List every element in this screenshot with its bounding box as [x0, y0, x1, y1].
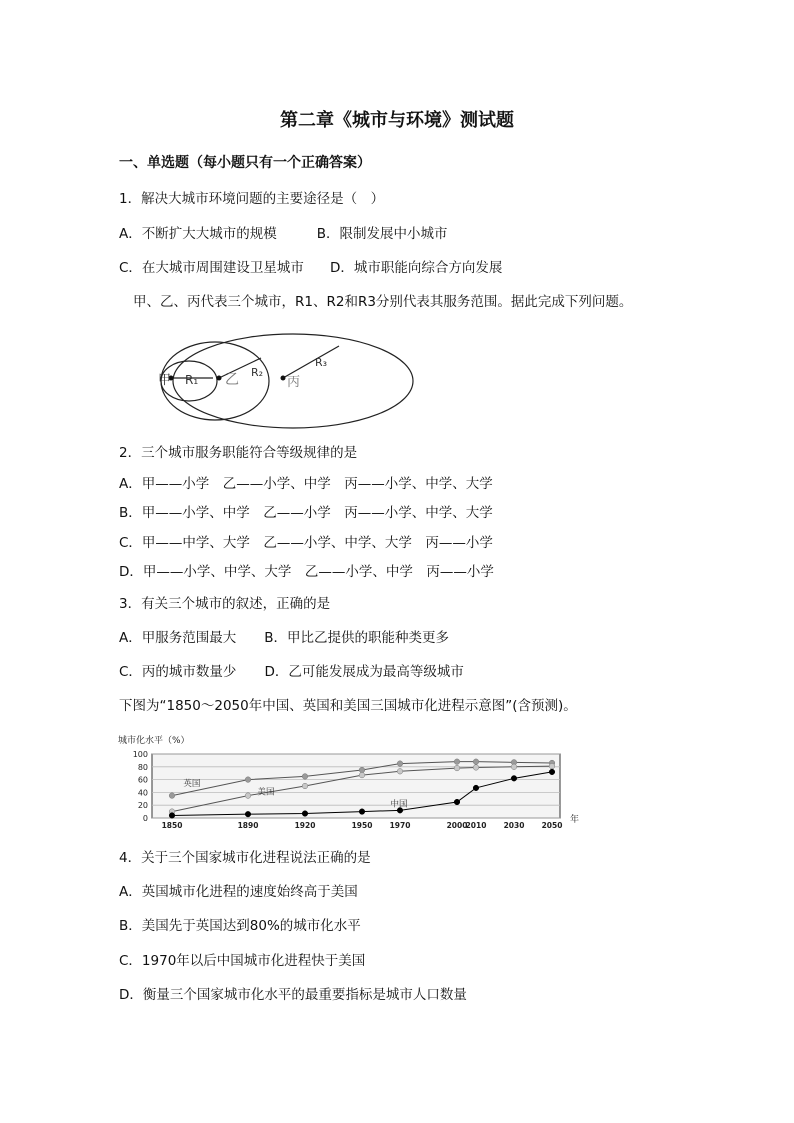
series-label: 英国 — [183, 779, 201, 789]
data-point — [245, 793, 251, 799]
question-3-options-ab — [119, 629, 449, 647]
x-tick-label: 1950 — [351, 821, 373, 830]
q3-option-d: D．乙可能发展成为最高等级城市 — [264, 664, 464, 680]
label-r3: R₃ — [315, 356, 328, 369]
series-label: 美国 — [257, 787, 275, 798]
data-point — [397, 761, 403, 767]
section-heading: 一、单选题（每小题只有一个正确答案） — [119, 155, 371, 171]
x-tick-label: 1850 — [161, 821, 183, 830]
question-4-stem: 4．关于三个国家城市化进程说法正确的是 — [119, 850, 371, 866]
label-r1: R₁ — [185, 373, 199, 387]
x-tick-label: 2000 — [446, 821, 468, 830]
y-tick-label: 20 — [137, 801, 148, 811]
data-point — [511, 776, 517, 782]
data-point — [454, 765, 460, 771]
data-point — [245, 777, 251, 783]
q4-option-b: B．美国先于英国达到80%的城市化水平 — [119, 918, 361, 934]
q3-option-b: B．甲比乙提供的职能种类更多 — [264, 630, 450, 646]
label-r2: R₂ — [251, 366, 264, 379]
data-point — [454, 799, 460, 805]
question-1-options-ab — [119, 225, 448, 243]
series-label: 中国 — [390, 799, 408, 810]
q1-option-b: B．限制发展中小城市 — [316, 226, 448, 242]
radius-r3-line — [283, 346, 339, 378]
y-tick-label: 80 — [137, 762, 148, 772]
question-3-stem: 3．有关三个城市的叙述，正确的是 — [119, 596, 331, 612]
q3-option-a: A．甲服务范围最大 — [119, 630, 237, 646]
y-tick-label: 100 — [132, 750, 148, 759]
x-tick-label: 1970 — [389, 821, 411, 830]
data-point — [473, 759, 479, 765]
x-axis-label: 年 — [570, 815, 580, 825]
circle-r2 — [161, 342, 269, 420]
urbanization-chart — [112, 732, 592, 832]
data-point — [359, 767, 365, 773]
x-tick-label: 1890 — [237, 821, 259, 830]
city-yi-dot — [217, 376, 222, 381]
label-jia: 甲 — [158, 373, 172, 388]
label-bing: 丙 — [287, 375, 301, 390]
intro-text-2: 下图为“1850～2050年中国、英国和美国三国城市化进程示意图”(含预测)。 — [119, 698, 577, 714]
data-point — [169, 793, 175, 799]
q2-option-b: B．甲——小学、中学 乙——小学 丙——小学、中学、大学 — [119, 505, 493, 521]
data-point — [549, 763, 555, 769]
label-yi: 乙 — [225, 372, 239, 388]
q1-option-c: C．在大城市周围建设卫星城市 — [119, 260, 304, 276]
q2-option-d: D．甲——小学、中学、大学 乙——小学、中学 丙——小学 — [119, 564, 494, 580]
question-3-options-cd — [119, 663, 464, 681]
data-point — [511, 764, 517, 770]
x-tick-label: 2010 — [465, 821, 487, 830]
data-point — [169, 813, 175, 819]
y-axis-label: 城市化水平（%） — [118, 736, 190, 746]
question-2-stem: 2．三个城市服务职能符合等级规律的是 — [119, 445, 358, 461]
q1-option-d: D．城市职能向综合方向发展 — [329, 260, 503, 276]
intro-text-1: 甲、乙、丙代表三个城市，R1、R2和R3分别代表其服务范围。据此完成下列问题。 — [133, 294, 633, 310]
service-range-diagram — [155, 332, 415, 432]
y-tick-label: 60 — [137, 775, 148, 785]
x-tick-label: 1920 — [294, 821, 316, 830]
data-point — [473, 765, 479, 771]
question-1-options-cd — [119, 259, 502, 277]
x-tick-label: 2030 — [503, 821, 525, 830]
q2-option-c: C．甲——中学、大学 乙——小学、中学、大学 丙——小学 — [119, 535, 493, 551]
data-point — [359, 772, 365, 778]
data-point — [245, 811, 251, 817]
data-point — [302, 774, 308, 780]
q4-option-c: C．1970年以后中国城市化进程快于美国 — [119, 953, 366, 969]
plot-area — [152, 754, 560, 818]
data-point — [473, 785, 479, 791]
y-tick-label: 0 — [142, 814, 148, 823]
q4-option-a: A．英国城市化进程的速度始终高于美国 — [119, 884, 358, 900]
q4-option-d: D．衡量三个国家城市化水平的最重要指标是城市人口数量 — [119, 987, 467, 1003]
data-point — [359, 809, 365, 815]
data-point — [454, 759, 460, 765]
data-point — [549, 769, 555, 775]
y-tick-label: 40 — [137, 788, 148, 798]
question-1-stem: 1．解决大城市环境问题的主要途径是（ ） — [119, 191, 385, 207]
data-point — [397, 768, 403, 774]
x-tick-label: 2050 — [541, 821, 563, 830]
q3-option-c: C．丙的城市数量少 — [119, 664, 237, 680]
q1-option-a: A．不断扩大大城市的规模 — [119, 226, 277, 242]
city-bing-dot — [281, 376, 286, 381]
data-point — [302, 783, 308, 789]
data-point — [302, 811, 308, 817]
q2-option-a: A．甲——小学 乙——小学、中学 丙——小学、中学、大学 — [119, 476, 493, 492]
page-title: 第二章《城市与环境》测试题 — [280, 110, 514, 131]
